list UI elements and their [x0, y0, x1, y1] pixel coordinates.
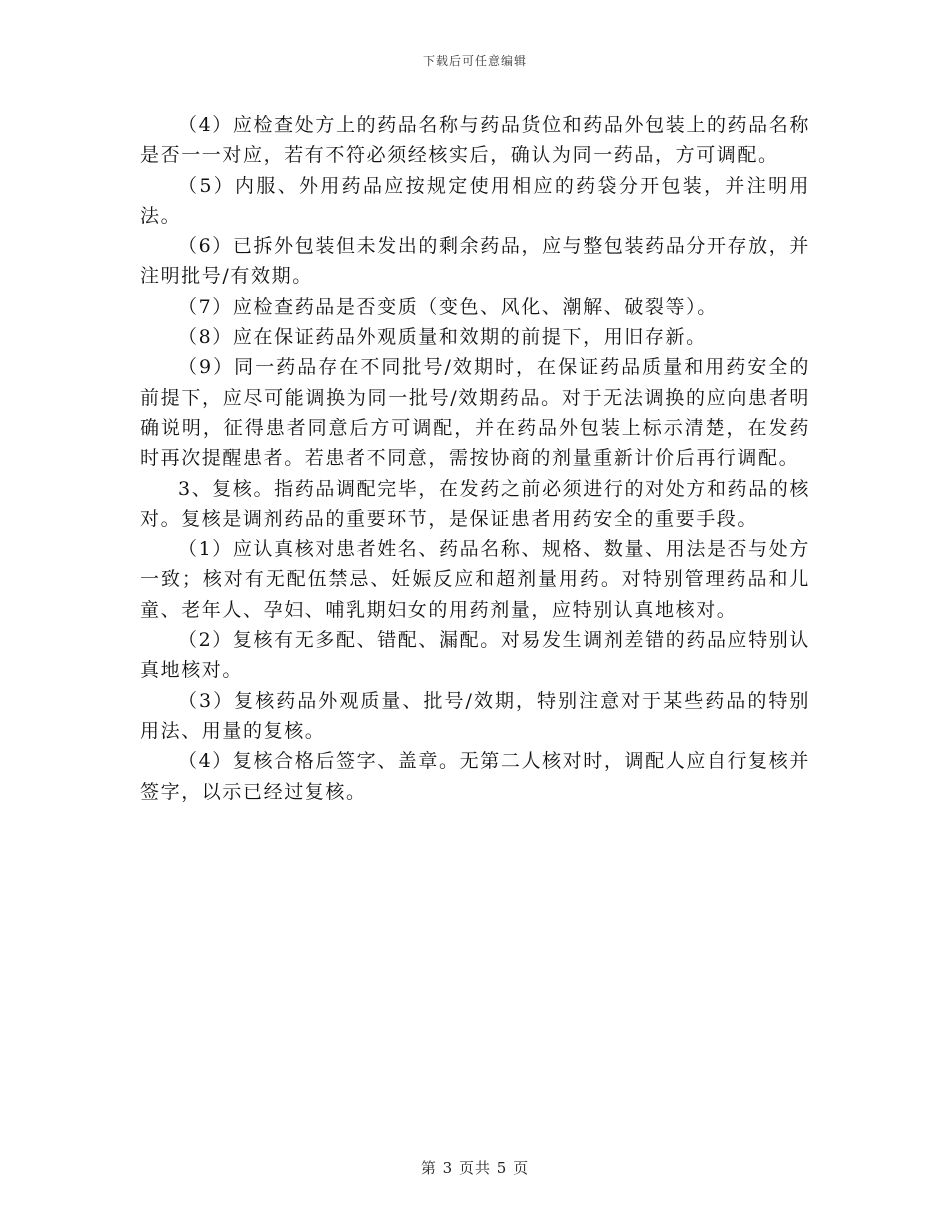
paragraph-item-7: （7）应检查药品是否变质（变色、风化、潮解、破裂等）。 [178, 295, 718, 318]
paragraph-item-6: （6）已拆外包装但未发出的剩余药品，应与整包装药品分开存放，并注明批号/有效期。 [140, 235, 810, 288]
review-item-3: （3）复核药品外观质量、批号/效期，特别注意对于某些药品的特别用法、用量的复核。 [140, 689, 810, 742]
paragraph-item-5: （5）内服、外用药品应按规定使用相应的药袋分开包装，并注明用法。 [140, 174, 810, 227]
review-item-2: （2）复核有无多配、错配、漏配。对易发生调剂差错的药品应特别认真地核对。 [140, 629, 810, 682]
review-item-4: （4）复核合格后签字、盖章。无第二人核对时，调配人应自行复核并签字，以示已经过复核。 [140, 750, 810, 803]
paragraph-item-9: （9）同一药品存在不同批号/效期时，在保证药品质量和用药安全的前提下，应尽可能调换为同一批号/效期药品。对于无法调换的应向患者明确说明，征得患者同意后方可调配，并在药品外包装上标示清楚，在发药时再次提醒患者。若患者不同意，需按协商的剂量重新计价后再行调配。 [140, 356, 810, 470]
document-body [140, 110, 810, 807]
paragraph-item-8: （8）应在保证药品外观质量和效期的前提下，用旧存新。 [178, 326, 707, 349]
page-footer: 第 3 页共 5 页 [420, 1159, 530, 1177]
paragraph-item-4: （4）应检查处方上的药品名称与药品货位和药品外包装上的药品名称是否一一对应，若有不符必须经核实后，确认为同一药品，方可调配。 [140, 114, 810, 167]
page-header: 下载后可任意编辑 [422, 54, 527, 68]
review-item-1: （1）应认真核对患者姓名、药品名称、规格、数量、用法是否与处方一致；核对有无配伍禁忌、妊娠反应和超剂量用药。对特别管理药品和儿童、老年人、孕妇、哺乳期妇女的用药剂量，应特别认真地核对。 [140, 538, 810, 621]
section-3-review: 3、复核。指药品调配完毕，在发药之前必须进行的对处方和药品的核对。复核是调剂药品的重要环节，是保证患者用药安全的重要手段。 [140, 477, 810, 530]
